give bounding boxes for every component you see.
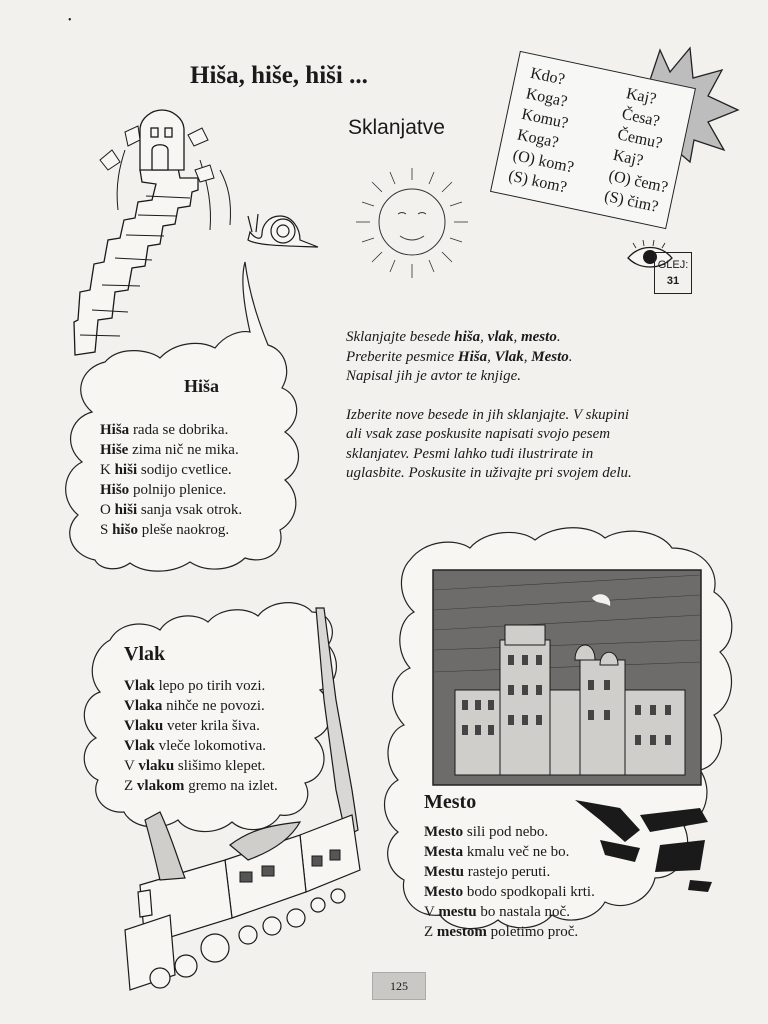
declined-word: Hiša bbox=[100, 422, 130, 438]
declined-word: vlaku bbox=[138, 758, 175, 774]
question-word: Česa? bbox=[620, 105, 662, 131]
poem-line: O hiši sanja vsak otrok. bbox=[100, 502, 243, 518]
poem-line: Mesto bodo spodkopali krti. bbox=[424, 884, 595, 900]
question-word: Komu? bbox=[520, 105, 570, 133]
poem-mesto-title: Mesto bbox=[424, 791, 477, 813]
poem-line: Vlak vleče lokomotiva. bbox=[124, 738, 267, 754]
instructions bbox=[346, 328, 636, 484]
poem-mesto-lines bbox=[424, 822, 595, 942]
poem-line: V vlaku slišimo klepet. bbox=[124, 758, 266, 774]
declined-word: hiši bbox=[114, 502, 138, 518]
poem-line: K hiši sodijo cvetlice. bbox=[100, 462, 232, 478]
instruction-keyword: Hiša bbox=[457, 348, 488, 365]
question-word: (S) čim? bbox=[602, 187, 660, 216]
declined-word: Mestu bbox=[424, 864, 464, 880]
margin-mark: • bbox=[68, 15, 72, 26]
page-subtitle: Sklanjatve bbox=[348, 116, 445, 139]
instruction-text: , bbox=[480, 329, 488, 345]
declined-word: hiši bbox=[114, 462, 138, 478]
instruction-keyword: Vlak bbox=[494, 348, 524, 365]
poem-line: Mestu rastejo peruti. bbox=[424, 864, 551, 880]
question-word: Čemu? bbox=[615, 126, 664, 153]
glej-label: GLEJ: bbox=[657, 259, 689, 271]
poem-line: V mestu bo nastala noč. bbox=[424, 904, 570, 920]
question-word: Koga? bbox=[515, 126, 561, 152]
poem-line: Vlaka nihče ne povozi. bbox=[124, 698, 265, 714]
page-title: Hiša, hiše, hiši ... bbox=[190, 62, 368, 89]
question-word: Kaj? bbox=[624, 85, 658, 109]
question-word: (O) kom? bbox=[511, 146, 576, 177]
poem-vlak-lines bbox=[124, 676, 278, 796]
instruction-text: Napisal jih je avtor te knjige. bbox=[346, 368, 521, 384]
declined-word: Vlak bbox=[124, 678, 155, 694]
instruction-text: . bbox=[568, 348, 573, 365]
poem-line: Hiše zima nič ne mika. bbox=[100, 442, 239, 458]
poem-hisa-title: Hiša bbox=[184, 376, 220, 396]
instruction-text: Preberite pesmice bbox=[346, 348, 458, 365]
declined-word: Mesto bbox=[424, 824, 464, 840]
question-word: (O) čem? bbox=[607, 167, 670, 197]
poem-mesto bbox=[424, 791, 595, 942]
poem-line: Hišo polnijo plenice. bbox=[100, 482, 227, 498]
question-word: Kdo? bbox=[528, 64, 567, 89]
instruction-text: , bbox=[513, 329, 521, 345]
poem-line: Vlak lepo po tirih vozi. bbox=[124, 678, 266, 694]
instruction-text: . bbox=[556, 329, 561, 345]
instruction-keyword: vlak bbox=[487, 329, 514, 345]
declined-word: mestom bbox=[436, 924, 487, 940]
declined-word: Mesta bbox=[424, 844, 464, 860]
declined-word: hišo bbox=[112, 522, 138, 538]
instruction-text: , bbox=[487, 348, 495, 365]
poem-line: Mesto sili pod nebo. bbox=[424, 824, 549, 840]
declined-word: Vlak bbox=[124, 738, 155, 754]
instruction-keyword: Mesto bbox=[531, 348, 569, 365]
declined-word: vlakom bbox=[136, 778, 185, 794]
instructions-paragraph-1 bbox=[346, 328, 636, 387]
declined-word: Vlaku bbox=[124, 718, 164, 734]
question-word: Koga? bbox=[524, 85, 569, 111]
poem-vlak bbox=[124, 643, 278, 796]
declined-word: Hiše bbox=[100, 442, 129, 458]
declined-word: mestu bbox=[438, 904, 477, 920]
declined-word: Vlaka bbox=[124, 698, 163, 714]
poem-line: Vlaku veter krila šiva. bbox=[124, 718, 260, 734]
question-word: Kaj? bbox=[611, 146, 645, 170]
poem-hisa bbox=[100, 376, 243, 540]
poem-vlak-title: Vlak bbox=[124, 643, 166, 665]
poem-line: Z mestom poletimo proč. bbox=[424, 924, 579, 940]
poem-line: Z vlakom gremo na izlet. bbox=[124, 778, 278, 794]
poem-line: Mesta kmalu več ne bo. bbox=[424, 844, 570, 860]
question-card-left-column bbox=[507, 63, 594, 199]
instruction-text: Sklanjajte besede bbox=[346, 329, 455, 345]
question-word: (S) kom? bbox=[506, 167, 569, 197]
instruction-keyword: mesto bbox=[520, 329, 557, 345]
glej-page: 31 bbox=[666, 275, 680, 287]
page-number: 125 bbox=[372, 972, 426, 1000]
poem-hisa-lines bbox=[100, 420, 242, 540]
instruction-text: , bbox=[523, 348, 532, 365]
declined-word: Mesto bbox=[424, 884, 464, 900]
instructions-paragraph-2: Izberite nove besede in jih sklanjajte. V skupini ali vsak zase poskusite napisati svojo pesem sklanjatev. Pesmi lahko tudi ilustrirate in uglasbite. Poskusite in uživajte pri svojem delu. bbox=[346, 406, 632, 481]
declined-word: Hišo bbox=[100, 482, 130, 498]
glej-reference bbox=[654, 252, 692, 294]
instruction-keyword: hiša bbox=[454, 329, 481, 345]
poem-line: S hišo pleše naokrog. bbox=[100, 522, 230, 538]
poem-line: Hiša rada se dobrika. bbox=[100, 422, 229, 438]
